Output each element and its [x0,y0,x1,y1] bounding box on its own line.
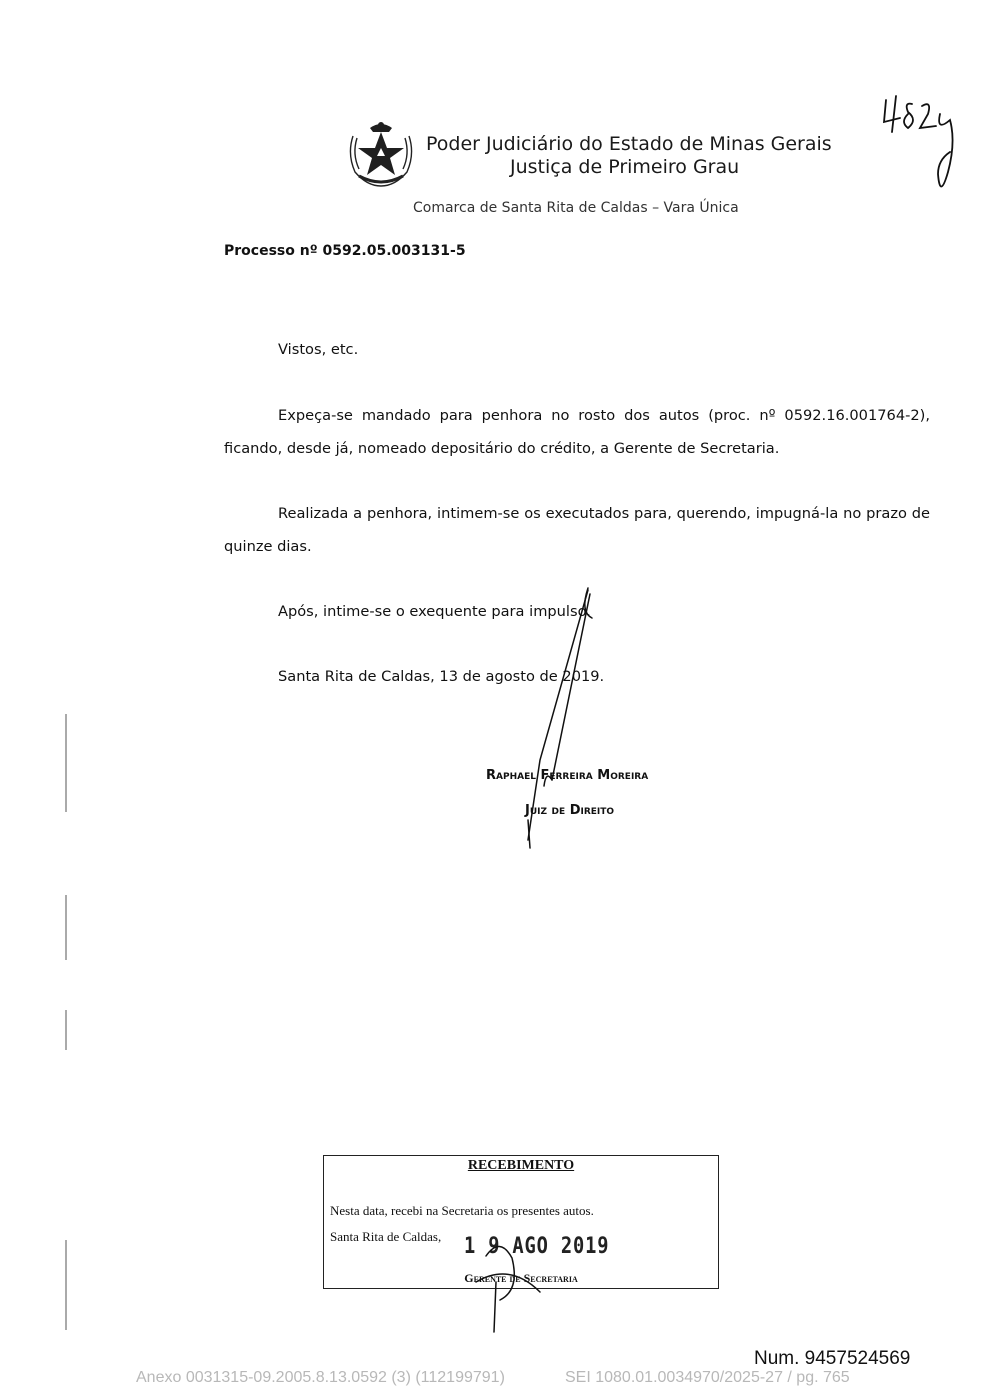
process-number: Processo nº 0592.05.003131-5 [224,243,466,259]
judge-name: Raphael Ferreira Moreira [486,768,649,783]
document-number: Num. 9457524569 [754,1348,911,1369]
paragraph-1-line-2: ficando, desde já, nomeado depositário do crédito, a Gerente de Secretaria. [224,440,780,457]
receipt-line-2: Santa Rita de Caldas, [330,1229,442,1244]
judge-title: Juiz de Direito [525,803,615,818]
paragraph-2-line-2: quinze dias. [224,538,312,555]
receipt-signature-label: Gerente de Secretaria [464,1271,578,1285]
minas-gerais-coat-of-arms-icon [343,118,419,190]
receipt-date-stamp: 1 9 AGO 2019 [464,1234,610,1259]
footer-sei-reference: SEI 1080.01.0034970/2025-27 / pg. 765 [565,1369,850,1386]
comarca-label: Comarca de Santa Rita de Caldas – Vara Única [413,200,739,216]
receipt-title: RECEBIMENTO [467,1158,575,1173]
receipt-box [323,1155,719,1289]
court-name: Poder Judiciário do Estado de Minas Gerais [426,133,832,155]
date-line: Santa Rita de Caldas, 13 de agosto de 2019. [278,668,605,685]
handwritten-page-number [878,92,968,202]
paragraph-2-line-1: Realizada a penhora, intimem-se os executados para, querendo, impugná-la no prazo de [278,505,930,522]
receipt-line-1: Nesta data, recebi na Secretaria os presentes autos. [330,1203,594,1218]
footer-annex-reference: Anexo 0031315-09.2005.8.13.0592 (3) (112199791) [136,1369,505,1386]
paragraph-1-line-1: Expeça-se mandado para penhora no rosto dos autos (proc. nº 0592.16.001764-2), [278,407,930,424]
paragraph-3: Após, intime-se o exequente para impulso. [278,603,591,620]
court-instance: Justiça de Primeiro Grau [510,156,740,178]
vistos-line: Vistos, etc. [278,341,359,358]
